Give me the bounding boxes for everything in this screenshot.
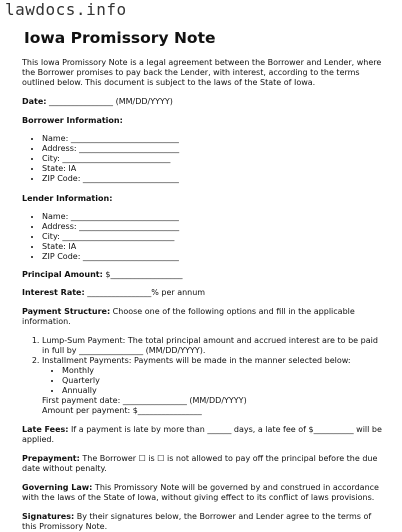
- late-fees-text: If a payment is late by more than ______ days, a late fee of $__________ will be applied.: [22, 425, 382, 444]
- lender-heading: Lender Information:: [22, 194, 113, 203]
- borrower-state: • State: IA: [42, 164, 382, 174]
- borrower-city: • City: ___________________________: [42, 154, 382, 164]
- intro-paragraph: This Iowa Promissory Note is a legal agreement between the Borrower and Lender, where the Borrower promises to pay back the Lender, with interest, according to the terms outlined below. This document is subject to the laws of the State of Iowa.: [22, 58, 382, 87]
- frequency-quarterly: • Quarterly: [62, 376, 382, 386]
- prepayment-text: The Borrower ☐ is ☐ is not allowed to pay off the principal before the due date without penalty.: [22, 454, 378, 473]
- lump-sum-option: 1. Lump-Sum Payment: The total principal amount and accrued interest are to be paid in full by ________________ (MM/DD/YYYY).: [42, 336, 382, 356]
- signatures-label: Signatures:: [22, 512, 75, 521]
- borrower-name: • Name: ___________________________: [42, 134, 382, 144]
- late-fees-label: Late Fees:: [22, 425, 69, 434]
- document-body: [22, 58, 382, 532]
- payment-structure-line: [22, 307, 382, 327]
- date-blank: ________________: [49, 97, 114, 106]
- lender-list: [22, 212, 382, 262]
- frequency-list: [42, 366, 382, 396]
- principal-line: [22, 270, 382, 280]
- governing-law-line: [22, 483, 382, 503]
- interest-blank: ________________% per annum: [84, 288, 206, 297]
- lender-name: • Name: ___________________________: [42, 212, 382, 222]
- frequency-annually: • Annually: [62, 386, 382, 396]
- date-label: Date:: [22, 97, 47, 106]
- date-line: [22, 97, 382, 107]
- lender-state: • State: IA: [42, 242, 382, 252]
- borrower-address: • Address: _________________________: [42, 144, 382, 154]
- date-format: (MM/DD/YYYY): [115, 97, 173, 106]
- borrower-zip: • ZIP Code: ________________________: [42, 174, 382, 184]
- watermark: lawdocs.info: [5, 0, 127, 19]
- signatures-text: By their signatures below, the Borrower and Lender agree to the terms of this Promissory Note.: [22, 512, 372, 531]
- document-title: Iowa Promissory Note: [24, 29, 216, 47]
- installment-text: Installment Payments: Payments will be made in the manner selected below:: [42, 356, 351, 365]
- installment-option: [42, 356, 382, 416]
- payment-structure-label: Payment Structure:: [22, 307, 111, 316]
- principal-blank: $__________________: [102, 270, 183, 279]
- lender-zip: • ZIP Code: ________________________: [42, 252, 382, 262]
- lender-city: • City: ____________________________: [42, 232, 382, 242]
- payment-structure-text: Choose one of the following options and fill in the applicable information.: [22, 307, 355, 326]
- principal-label: Principal Amount:: [22, 270, 103, 279]
- amount-per-payment: Amount per payment: $________________: [42, 406, 202, 415]
- prepayment-line: [22, 454, 382, 474]
- governing-law-label: Governing Law:: [22, 483, 93, 492]
- late-fees-line: [22, 425, 382, 445]
- interest-label: Interest Rate:: [22, 288, 85, 297]
- interest-line: [22, 288, 382, 298]
- governing-law-text: This Promissory Note will be governed by and construed in accordance with the laws of the State of Iowa, without giving effect to its conflict of laws provisions.: [22, 483, 379, 502]
- borrower-heading: Borrower Information:: [22, 116, 123, 125]
- prepayment-label: Prepayment:: [22, 454, 80, 463]
- lender-address: • Address: _________________________: [42, 222, 382, 232]
- payment-options: [22, 336, 382, 416]
- borrower-list: [22, 134, 382, 184]
- frequency-monthly: • Monthly: [62, 366, 382, 376]
- first-payment-date: First payment date: ________________ (MM/DD/YYYY): [42, 396, 247, 405]
- signatures-line: [22, 512, 382, 532]
